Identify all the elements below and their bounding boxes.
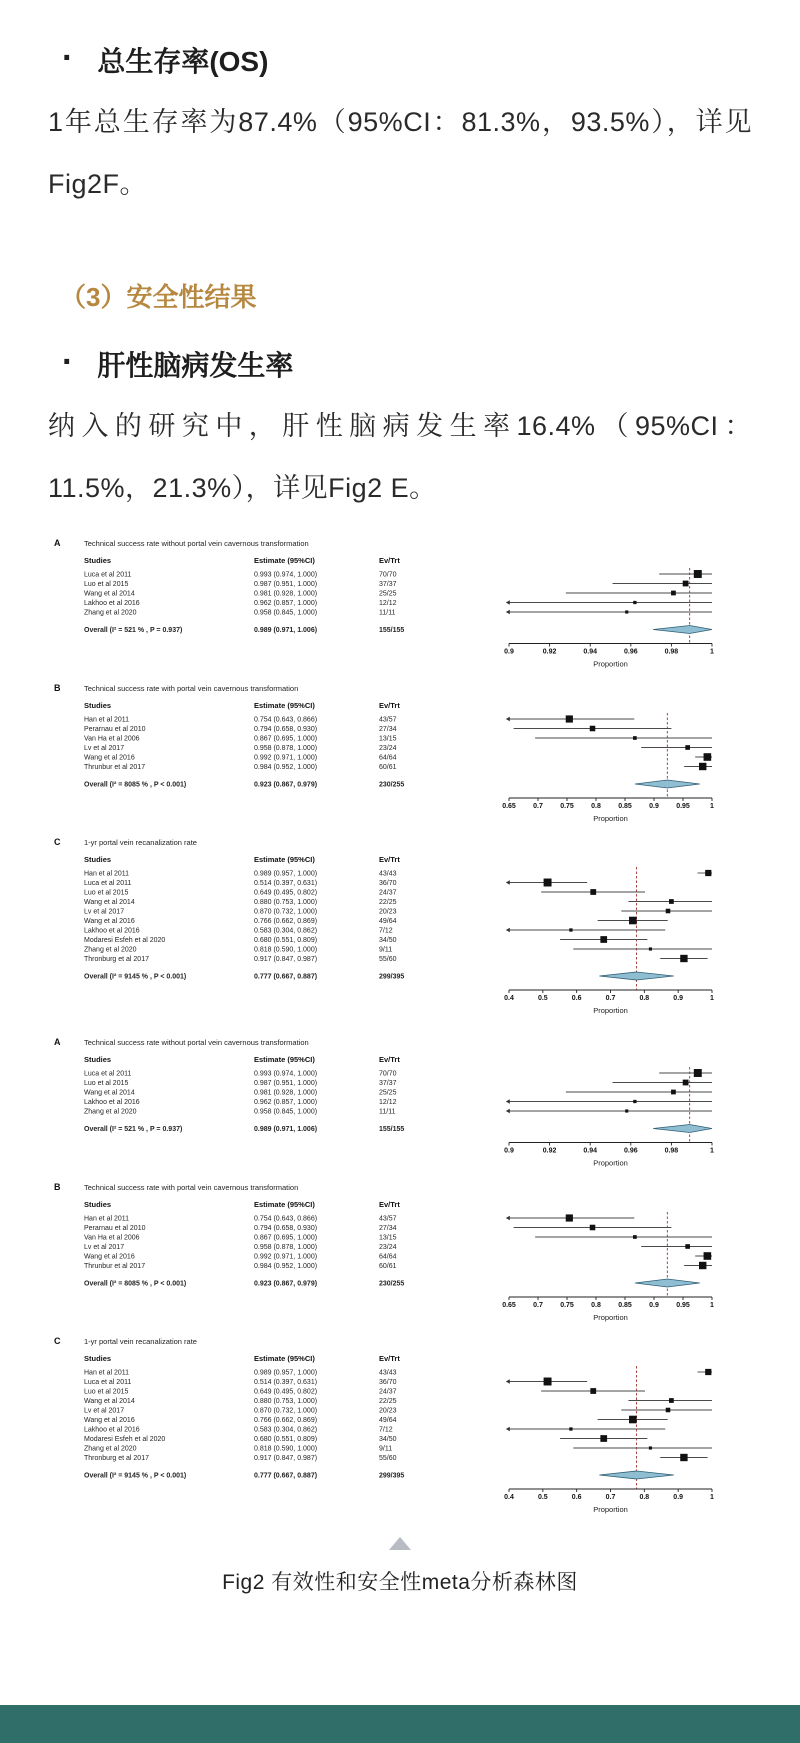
svg-text:1-yr portal vein recanalizatio: 1-yr portal vein recanalization rate bbox=[84, 1337, 197, 1347]
os-paragraph: 1年总生存率为87.4%（95%CI：81.3%，93.5%），详见Fig2F。 bbox=[48, 107, 752, 199]
svg-text:B: B bbox=[54, 1182, 61, 1193]
svg-text:0.754 (0.643, 0.866): 0.754 (0.643, 0.866) bbox=[254, 716, 318, 724]
forest-plot-panel-A bbox=[44, 1034, 744, 1171]
svg-text:Technical success rate with po: Technical success rate with portal vein cavernous transformation bbox=[84, 1183, 299, 1193]
svg-text:Han et al 2011: Han et al 2011 bbox=[84, 716, 130, 724]
svg-text:70/70: 70/70 bbox=[379, 571, 397, 579]
svg-text:Studies: Studies bbox=[84, 1354, 112, 1364]
svg-text:A: A bbox=[54, 1037, 61, 1048]
svg-text:Luca et al 2011: Luca et al 2011 bbox=[84, 880, 132, 888]
svg-text:37/37: 37/37 bbox=[379, 581, 397, 589]
forest-plot-panel-B bbox=[44, 1179, 744, 1325]
svg-text:Estimate (95%CI): Estimate (95%CI) bbox=[254, 701, 315, 711]
forest-figure-copy-2 bbox=[44, 1034, 800, 1517]
svg-text:Lv et al 2017: Lv et al 2017 bbox=[84, 908, 125, 916]
svg-text:0.958 (0.878, 1.000): 0.958 (0.878, 1.000) bbox=[254, 745, 318, 753]
svg-text:155/155: 155/155 bbox=[379, 1126, 405, 1134]
he-heading-text: 肝性脑病发生率 bbox=[97, 350, 294, 382]
svg-text:Thrunbur et al 2017: Thrunbur et al 2017 bbox=[84, 764, 146, 772]
svg-text:0.95: 0.95 bbox=[676, 1302, 690, 1310]
svg-text:25/25: 25/25 bbox=[379, 590, 397, 598]
svg-text:0.766 (0.662, 0.869): 0.766 (0.662, 0.869) bbox=[254, 918, 318, 926]
svg-text:0.94: 0.94 bbox=[583, 1147, 598, 1155]
svg-text:Wang et al 2014: Wang et al 2014 bbox=[84, 1398, 135, 1406]
svg-text:0.989 (0.957, 1.000): 0.989 (0.957, 1.000) bbox=[254, 1369, 318, 1377]
svg-text:Proportion: Proportion bbox=[593, 1158, 628, 1168]
svg-text:Wang et al 2016: Wang et al 2016 bbox=[84, 918, 135, 926]
svg-text:299/395: 299/395 bbox=[379, 973, 405, 981]
svg-text:0.5: 0.5 bbox=[537, 1494, 548, 1502]
he-paragraph: 纳入的研究中，肝性脑病发生率16.4%（95%CI：11.5%，21.3%），详见Fig2 E。 bbox=[48, 411, 752, 503]
svg-text:0.794 (0.658, 0.930): 0.794 (0.658, 0.930) bbox=[254, 1225, 318, 1233]
svg-text:0.880 (0.753, 1.000): 0.880 (0.753, 1.000) bbox=[254, 899, 318, 907]
svg-text:Luo et al 2015: Luo et al 2015 bbox=[84, 889, 129, 897]
svg-text:0.98: 0.98 bbox=[664, 648, 679, 656]
svg-text:11/11: 11/11 bbox=[379, 1108, 396, 1116]
svg-text:Studies: Studies bbox=[84, 1055, 112, 1065]
svg-text:0.989 (0.971, 1.006): 0.989 (0.971, 1.006) bbox=[254, 627, 318, 635]
svg-text:Overall (I² = 521 % , P = 0.93: Overall (I² = 521 % , P = 0.937) bbox=[84, 627, 183, 635]
svg-text:0.993 (0.974, 1.000): 0.993 (0.974, 1.000) bbox=[254, 571, 318, 579]
svg-text:0.981 (0.928, 1.000): 0.981 (0.928, 1.000) bbox=[254, 590, 318, 598]
svg-text:Luca et al 2011: Luca et al 2011 bbox=[84, 1070, 132, 1078]
forest-plot-panel-C bbox=[44, 834, 744, 1018]
svg-text:Ev/Trt: Ev/Trt bbox=[379, 556, 400, 566]
svg-text:0.94: 0.94 bbox=[583, 648, 598, 656]
svg-text:Proportion: Proportion bbox=[593, 1505, 628, 1515]
svg-text:Lakhoo et al 2016: Lakhoo et al 2016 bbox=[84, 600, 140, 608]
svg-text:0.984 (0.952, 1.000): 0.984 (0.952, 1.000) bbox=[254, 764, 318, 772]
svg-text:0.962 (0.857, 1.000): 0.962 (0.857, 1.000) bbox=[254, 600, 318, 608]
svg-text:B: B bbox=[54, 683, 61, 694]
bullet-dot-icon: · bbox=[62, 343, 74, 382]
svg-text:7/12: 7/12 bbox=[379, 1426, 393, 1434]
svg-text:0.992 (0.971, 1.000): 0.992 (0.971, 1.000) bbox=[254, 754, 318, 762]
forest-figure bbox=[44, 535, 800, 1517]
svg-text:0.9: 0.9 bbox=[673, 995, 684, 1003]
svg-text:Zhang et al 2020: Zhang et al 2020 bbox=[84, 1108, 137, 1116]
svg-text:36/70: 36/70 bbox=[379, 1379, 397, 1387]
forest-figure-copy-1 bbox=[44, 535, 800, 1018]
svg-text:0.680 (0.551, 0.809): 0.680 (0.551, 0.809) bbox=[254, 937, 318, 945]
svg-text:Van Ha et al 2006: Van Ha et al 2006 bbox=[84, 1234, 140, 1242]
svg-text:0.75: 0.75 bbox=[560, 803, 574, 811]
svg-text:0.95: 0.95 bbox=[676, 803, 690, 811]
svg-text:Wang et al 2016: Wang et al 2016 bbox=[84, 1253, 135, 1261]
svg-text:0.8: 0.8 bbox=[639, 995, 650, 1003]
svg-text:0.777 (0.667, 0.887): 0.777 (0.667, 0.887) bbox=[254, 1472, 318, 1480]
svg-text:0.65: 0.65 bbox=[502, 1302, 516, 1310]
svg-text:0.583 (0.304, 0.862): 0.583 (0.304, 0.862) bbox=[254, 927, 318, 935]
svg-text:0.649 (0.495, 0.802): 0.649 (0.495, 0.802) bbox=[254, 889, 318, 897]
svg-text:22/25: 22/25 bbox=[379, 1398, 397, 1406]
svg-text:C: C bbox=[54, 1336, 61, 1347]
svg-text:37/37: 37/37 bbox=[379, 1080, 397, 1088]
svg-text:0.993 (0.974, 1.000): 0.993 (0.974, 1.000) bbox=[254, 1070, 318, 1078]
svg-text:Studies: Studies bbox=[84, 701, 112, 711]
svg-text:0.992 (0.971, 1.000): 0.992 (0.971, 1.000) bbox=[254, 1253, 318, 1261]
triangle-up-icon[interactable] bbox=[389, 1537, 411, 1550]
svg-text:Thronburg et al 2017: Thronburg et al 2017 bbox=[84, 1455, 149, 1463]
svg-text:Overall (I² = 9145 % , P < 0.0: Overall (I² = 9145 % , P < 0.001) bbox=[84, 973, 187, 981]
svg-text:0.917 (0.847, 0.987): 0.917 (0.847, 0.987) bbox=[254, 1455, 318, 1463]
svg-text:0.981 (0.928, 1.000): 0.981 (0.928, 1.000) bbox=[254, 1089, 318, 1097]
svg-text:0.649 (0.495, 0.802): 0.649 (0.495, 0.802) bbox=[254, 1388, 318, 1396]
svg-text:Technical success rate with po: Technical success rate with portal vein cavernous transformation bbox=[84, 684, 299, 694]
svg-text:Lv et al 2017: Lv et al 2017 bbox=[84, 1407, 125, 1415]
svg-text:20/23: 20/23 bbox=[379, 1407, 397, 1415]
svg-text:0.75: 0.75 bbox=[560, 1302, 574, 1310]
svg-text:0.85: 0.85 bbox=[618, 1302, 632, 1310]
svg-text:25/25: 25/25 bbox=[379, 1089, 397, 1097]
os-heading bbox=[48, 40, 752, 80]
svg-text:0.6: 0.6 bbox=[571, 1494, 582, 1502]
svg-text:A: A bbox=[54, 538, 61, 549]
svg-text:0.8: 0.8 bbox=[591, 803, 601, 811]
svg-text:0.514 (0.397, 0.631): 0.514 (0.397, 0.631) bbox=[254, 880, 318, 888]
footer-bar bbox=[0, 1705, 800, 1743]
svg-text:0.7: 0.7 bbox=[533, 803, 543, 811]
svg-text:23/24: 23/24 bbox=[379, 745, 397, 753]
svg-text:0.6: 0.6 bbox=[571, 995, 582, 1003]
svg-text:Estimate (95%CI): Estimate (95%CI) bbox=[254, 1200, 315, 1210]
svg-text:0.923 (0.867, 0.979): 0.923 (0.867, 0.979) bbox=[254, 1280, 318, 1288]
svg-text:1: 1 bbox=[710, 1147, 714, 1155]
svg-text:0.98: 0.98 bbox=[664, 1147, 679, 1155]
svg-text:34/50: 34/50 bbox=[379, 937, 397, 945]
svg-text:Perarnau et al 2010: Perarnau et al 2010 bbox=[84, 726, 146, 734]
forest-plot-panel-C bbox=[44, 1333, 744, 1517]
svg-text:Zhang et al 2020: Zhang et al 2020 bbox=[84, 1445, 137, 1453]
svg-text:1-yr portal vein recanalizatio: 1-yr portal vein recanalization rate bbox=[84, 838, 197, 848]
svg-text:70/70: 70/70 bbox=[379, 1070, 397, 1078]
svg-text:Thronburg et al 2017: Thronburg et al 2017 bbox=[84, 956, 149, 964]
svg-text:49/64: 49/64 bbox=[379, 918, 397, 926]
svg-text:Luo et al 2015: Luo et al 2015 bbox=[84, 1080, 129, 1088]
svg-text:0.958 (0.845, 1.000): 0.958 (0.845, 1.000) bbox=[254, 609, 318, 617]
svg-text:Ev/Trt: Ev/Trt bbox=[379, 855, 400, 865]
svg-text:155/155: 155/155 bbox=[379, 627, 405, 635]
svg-text:9/11: 9/11 bbox=[379, 1445, 393, 1453]
svg-text:11/11: 11/11 bbox=[379, 609, 396, 617]
svg-text:64/64: 64/64 bbox=[379, 1253, 397, 1261]
svg-text:0.7: 0.7 bbox=[605, 995, 616, 1003]
bullet-dot-icon: · bbox=[62, 39, 74, 77]
svg-text:24/37: 24/37 bbox=[379, 1388, 397, 1396]
svg-text:49/64: 49/64 bbox=[379, 1417, 397, 1425]
svg-text:0.65: 0.65 bbox=[502, 803, 516, 811]
svg-text:Overall (I² = 8085 % , P < 0.0: Overall (I² = 8085 % , P < 0.001) bbox=[84, 1280, 187, 1288]
svg-text:60/61: 60/61 bbox=[379, 764, 397, 772]
svg-text:43/43: 43/43 bbox=[379, 870, 397, 878]
svg-text:0.9: 0.9 bbox=[504, 1147, 514, 1155]
svg-text:23/24: 23/24 bbox=[379, 1244, 397, 1252]
svg-text:34/50: 34/50 bbox=[379, 1436, 397, 1444]
svg-text:7/12: 7/12 bbox=[379, 927, 393, 935]
svg-text:1: 1 bbox=[710, 648, 714, 656]
svg-text:0.962 (0.857, 1.000): 0.962 (0.857, 1.000) bbox=[254, 1099, 318, 1107]
svg-text:0.96: 0.96 bbox=[623, 1147, 638, 1155]
svg-text:43/57: 43/57 bbox=[379, 716, 397, 724]
svg-text:Luca et al 2011: Luca et al 2011 bbox=[84, 1379, 132, 1387]
svg-text:Ev/Trt: Ev/Trt bbox=[379, 1055, 400, 1065]
svg-text:55/60: 55/60 bbox=[379, 1455, 397, 1463]
svg-text:0.9: 0.9 bbox=[649, 1302, 659, 1310]
svg-text:Lakhoo et al 2016: Lakhoo et al 2016 bbox=[84, 1099, 140, 1107]
svg-text:Thrunbur et al 2017: Thrunbur et al 2017 bbox=[84, 1263, 146, 1271]
svg-text:60/61: 60/61 bbox=[379, 1263, 397, 1271]
os-heading-text: 总生存率(OS) bbox=[97, 46, 269, 77]
svg-text:0.867 (0.695, 1.000): 0.867 (0.695, 1.000) bbox=[254, 1234, 318, 1242]
svg-text:Technical success rate without: Technical success rate without portal vein cavernous transformation bbox=[84, 1038, 309, 1048]
svg-text:Van Ha et al 2006: Van Ha et al 2006 bbox=[84, 735, 140, 743]
svg-text:0.818 (0.590, 1.000): 0.818 (0.590, 1.000) bbox=[254, 1445, 318, 1453]
svg-text:12/12: 12/12 bbox=[379, 600, 397, 608]
svg-text:Estimate (95%CI): Estimate (95%CI) bbox=[254, 556, 315, 566]
svg-text:Overall (I² = 521 % , P = 0.93: Overall (I² = 521 % , P = 0.937) bbox=[84, 1126, 183, 1134]
svg-text:1: 1 bbox=[710, 1302, 714, 1310]
svg-text:Studies: Studies bbox=[84, 1200, 112, 1210]
svg-text:0.987 (0.951, 1.000): 0.987 (0.951, 1.000) bbox=[254, 581, 318, 589]
svg-text:Overall (I² = 8085 % , P < 0.0: Overall (I² = 8085 % , P < 0.001) bbox=[84, 781, 187, 789]
svg-text:Wang et al 2016: Wang et al 2016 bbox=[84, 1417, 135, 1425]
svg-text:Lv et al 2017: Lv et al 2017 bbox=[84, 1244, 125, 1252]
svg-text:Zhang et al 2020: Zhang et al 2020 bbox=[84, 946, 137, 954]
svg-text:Proportion: Proportion bbox=[593, 659, 628, 669]
svg-text:43/43: 43/43 bbox=[379, 1369, 397, 1377]
svg-text:43/57: 43/57 bbox=[379, 1215, 397, 1223]
svg-text:27/34: 27/34 bbox=[379, 726, 397, 734]
svg-text:0.818 (0.590, 1.000): 0.818 (0.590, 1.000) bbox=[254, 946, 318, 954]
svg-text:0.777 (0.667, 0.887): 0.777 (0.667, 0.887) bbox=[254, 973, 318, 981]
safety-section-heading: （3）安全性结果 bbox=[60, 282, 257, 313]
svg-text:Wang et al 2014: Wang et al 2014 bbox=[84, 899, 135, 907]
svg-text:0.958 (0.845, 1.000): 0.958 (0.845, 1.000) bbox=[254, 1108, 318, 1116]
svg-text:Han et al 2011: Han et al 2011 bbox=[84, 1215, 130, 1223]
svg-text:0.4: 0.4 bbox=[504, 995, 514, 1003]
svg-text:Proportion: Proportion bbox=[593, 814, 628, 824]
svg-text:Luo et al 2015: Luo et al 2015 bbox=[84, 581, 129, 589]
svg-text:Ev/Trt: Ev/Trt bbox=[379, 1200, 400, 1210]
svg-text:0.754 (0.643, 0.866): 0.754 (0.643, 0.866) bbox=[254, 1215, 318, 1223]
svg-text:1: 1 bbox=[710, 1494, 714, 1502]
svg-text:Proportion: Proportion bbox=[593, 1313, 628, 1323]
svg-text:0.917 (0.847, 0.987): 0.917 (0.847, 0.987) bbox=[254, 956, 318, 964]
svg-text:0.8: 0.8 bbox=[591, 1302, 601, 1310]
svg-text:Estimate (95%CI): Estimate (95%CI) bbox=[254, 1055, 315, 1065]
svg-text:Estimate (95%CI): Estimate (95%CI) bbox=[254, 1354, 315, 1364]
svg-text:22/25: 22/25 bbox=[379, 899, 397, 907]
svg-text:24/37: 24/37 bbox=[379, 889, 397, 897]
svg-text:Zhang et al 2020: Zhang et al 2020 bbox=[84, 609, 137, 617]
svg-text:Technical success rate without: Technical success rate without portal vein cavernous transformation bbox=[84, 539, 309, 549]
svg-text:Ev/Trt: Ev/Trt bbox=[379, 1354, 400, 1364]
svg-text:Han et al 2011: Han et al 2011 bbox=[84, 870, 130, 878]
svg-text:0.9: 0.9 bbox=[504, 648, 514, 656]
svg-text:0.680 (0.551, 0.809): 0.680 (0.551, 0.809) bbox=[254, 1436, 318, 1444]
svg-text:Lakhoo et al 2016: Lakhoo et al 2016 bbox=[84, 927, 140, 935]
svg-text:Studies: Studies bbox=[84, 855, 112, 865]
svg-text:0.5: 0.5 bbox=[537, 995, 548, 1003]
svg-text:27/34: 27/34 bbox=[379, 1225, 397, 1233]
svg-text:0.7: 0.7 bbox=[533, 1302, 543, 1310]
svg-text:0.867 (0.695, 1.000): 0.867 (0.695, 1.000) bbox=[254, 735, 318, 743]
svg-text:Luo et al 2015: Luo et al 2015 bbox=[84, 1388, 129, 1396]
svg-text:0.870 (0.732, 1.000): 0.870 (0.732, 1.000) bbox=[254, 1407, 318, 1415]
figure-caption: Fig2 有效性和安全性meta分析森林图 bbox=[222, 1571, 578, 1595]
svg-text:0.92: 0.92 bbox=[542, 648, 557, 656]
svg-text:0.96: 0.96 bbox=[623, 648, 638, 656]
svg-text:Luca et al 2011: Luca et al 2011 bbox=[84, 571, 132, 579]
svg-text:230/255: 230/255 bbox=[379, 1280, 405, 1288]
svg-text:0.870 (0.732, 1.000): 0.870 (0.732, 1.000) bbox=[254, 908, 318, 916]
svg-text:0.9: 0.9 bbox=[649, 803, 659, 811]
svg-text:Perarnau et al 2010: Perarnau et al 2010 bbox=[84, 1225, 146, 1233]
svg-text:13/15: 13/15 bbox=[379, 735, 397, 743]
svg-text:0.85: 0.85 bbox=[618, 803, 632, 811]
svg-text:Lakhoo et al 2016: Lakhoo et al 2016 bbox=[84, 1426, 140, 1434]
svg-text:Han et al 2011: Han et al 2011 bbox=[84, 1369, 130, 1377]
svg-text:299/395: 299/395 bbox=[379, 1472, 405, 1480]
svg-text:13/15: 13/15 bbox=[379, 1234, 397, 1242]
svg-text:0.766 (0.662, 0.869): 0.766 (0.662, 0.869) bbox=[254, 1417, 318, 1425]
svg-text:20/23: 20/23 bbox=[379, 908, 397, 916]
svg-text:Wang et al 2016: Wang et al 2016 bbox=[84, 754, 135, 762]
svg-text:Wang et al 2014: Wang et al 2014 bbox=[84, 590, 135, 598]
he-heading bbox=[48, 344, 752, 384]
svg-text:0.923 (0.867, 0.979): 0.923 (0.867, 0.979) bbox=[254, 781, 318, 789]
svg-text:Lv et al 2017: Lv et al 2017 bbox=[84, 745, 125, 753]
svg-text:0.984 (0.952, 1.000): 0.984 (0.952, 1.000) bbox=[254, 1263, 318, 1271]
svg-text:0.958 (0.878, 1.000): 0.958 (0.878, 1.000) bbox=[254, 1244, 318, 1252]
svg-text:Proportion: Proportion bbox=[593, 1006, 628, 1016]
svg-text:36/70: 36/70 bbox=[379, 880, 397, 888]
svg-text:Modaresi Esfeh et al 2020: Modaresi Esfeh et al 2020 bbox=[84, 1436, 166, 1444]
svg-text:Overall (I² = 9145 % , P < 0.0: Overall (I² = 9145 % , P < 0.001) bbox=[84, 1472, 187, 1480]
svg-text:9/11: 9/11 bbox=[379, 946, 393, 954]
svg-text:1: 1 bbox=[710, 803, 714, 811]
svg-text:Studies: Studies bbox=[84, 556, 112, 566]
svg-text:Wang et al 2014: Wang et al 2014 bbox=[84, 1089, 135, 1097]
article-content bbox=[0, 0, 800, 519]
svg-text:0.8: 0.8 bbox=[639, 1494, 650, 1502]
svg-text:0.4: 0.4 bbox=[504, 1494, 514, 1502]
svg-text:12/12: 12/12 bbox=[379, 1099, 397, 1107]
svg-text:0.583 (0.304, 0.862): 0.583 (0.304, 0.862) bbox=[254, 1426, 318, 1434]
svg-text:Modaresi Esfeh et al 2020: Modaresi Esfeh et al 2020 bbox=[84, 937, 166, 945]
svg-text:64/64: 64/64 bbox=[379, 754, 397, 762]
svg-text:0.989 (0.957, 1.000): 0.989 (0.957, 1.000) bbox=[254, 870, 318, 878]
forest-plot-panel-A bbox=[44, 535, 744, 672]
svg-text:1: 1 bbox=[710, 995, 714, 1003]
svg-text:230/255: 230/255 bbox=[379, 781, 405, 789]
svg-text:0.794 (0.658, 0.930): 0.794 (0.658, 0.930) bbox=[254, 726, 318, 734]
svg-text:0.989 (0.971, 1.006): 0.989 (0.971, 1.006) bbox=[254, 1126, 318, 1134]
svg-text:0.9: 0.9 bbox=[673, 1494, 684, 1502]
svg-text:0.880 (0.753, 1.000): 0.880 (0.753, 1.000) bbox=[254, 1398, 318, 1406]
svg-text:C: C bbox=[54, 837, 61, 848]
svg-text:Estimate (95%CI): Estimate (95%CI) bbox=[254, 855, 315, 865]
svg-text:Ev/Trt: Ev/Trt bbox=[379, 701, 400, 711]
forest-plot-panel-B bbox=[44, 680, 744, 826]
svg-text:55/60: 55/60 bbox=[379, 956, 397, 964]
svg-text:0.92: 0.92 bbox=[542, 1147, 557, 1155]
svg-text:0.987 (0.951, 1.000): 0.987 (0.951, 1.000) bbox=[254, 1080, 318, 1088]
svg-text:0.514 (0.397, 0.631): 0.514 (0.397, 0.631) bbox=[254, 1379, 318, 1387]
svg-text:0.7: 0.7 bbox=[605, 1494, 616, 1502]
